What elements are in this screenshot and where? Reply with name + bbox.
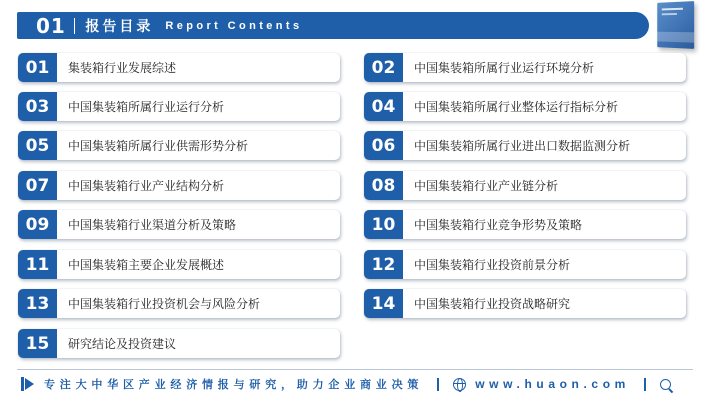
toc-item-number: 14 <box>364 289 403 318</box>
toc-item[interactable] <box>364 289 686 318</box>
toc-item[interactable] <box>364 210 686 239</box>
toc-item[interactable] <box>18 131 340 160</box>
globe-icon <box>453 378 466 391</box>
toc-item[interactable] <box>18 210 340 239</box>
toc-item-number: 10 <box>364 210 403 239</box>
toc-item-label: 研究结论及投资建议 <box>68 337 177 351</box>
toc-item-number: 15 <box>18 329 57 358</box>
toc-item[interactable] <box>18 53 340 82</box>
toc-item-label: 中国集装箱所属行业供需形势分析 <box>68 139 249 153</box>
toc-item-number: 07 <box>18 171 57 200</box>
toc-item-label: 中国集装箱行业投资机会与风险分析 <box>68 297 261 311</box>
toc-item-number: 09 <box>18 210 57 239</box>
footer-separator <box>437 378 439 391</box>
toc-item[interactable] <box>18 250 340 279</box>
toc-item[interactable] <box>364 250 686 279</box>
website-link[interactable]: www.huaon.com <box>475 377 630 391</box>
toc-item-label: 中国集装箱所属行业进出口数据监测分析 <box>414 139 631 153</box>
toc-item[interactable] <box>364 131 686 160</box>
toc-item-label: 中国集装箱主要企业发展概述 <box>68 258 225 272</box>
report-cover-icon <box>657 1 694 49</box>
footer-separator <box>644 378 646 391</box>
toc-item[interactable] <box>364 171 686 200</box>
toc-item[interactable] <box>364 92 686 121</box>
toc-item[interactable] <box>364 53 686 82</box>
search-icon[interactable] <box>660 379 671 390</box>
section-title: 报告目录 <box>85 18 154 35</box>
toc-item-number: 02 <box>364 53 403 82</box>
toc-item-number: 11 <box>18 250 57 279</box>
toc-item-number: 03 <box>18 92 57 121</box>
toc-item-number: 01 <box>18 53 57 82</box>
toc-item-label: 中国集装箱行业渠道分析及策略 <box>68 218 237 232</box>
section-subtitle: Report Contents <box>165 19 303 32</box>
toc-item-label: 中国集装箱所属行业运行分析 <box>68 100 225 114</box>
header-divider <box>74 18 76 34</box>
toc-item-number: 13 <box>18 289 57 318</box>
toc-item[interactable] <box>18 329 340 358</box>
toc-item[interactable] <box>18 171 340 200</box>
toc-item-label: 中国集装箱行业投资战略研究 <box>414 297 571 311</box>
toc-item[interactable] <box>18 92 340 121</box>
footer-divider <box>17 369 693 370</box>
toc-item-label: 中国集装箱行业产业结构分析 <box>68 179 225 193</box>
toc-item-label: 集装箱行业发展综述 <box>68 61 177 75</box>
footer <box>20 374 696 394</box>
toc-item[interactable] <box>18 289 340 318</box>
toc-item-label: 中国集装箱所属行业运行环境分析 <box>414 61 595 75</box>
toc-item-number: 12 <box>364 250 403 279</box>
section-header <box>17 12 649 39</box>
section-number: 01 <box>36 13 66 38</box>
toc-item-label: 中国集装箱行业竞争形势及策略 <box>414 218 583 232</box>
toc-item-label: 中国集装箱行业产业链分析 <box>414 179 559 193</box>
flag-icon <box>20 377 34 391</box>
toc-item-number: 08 <box>364 171 403 200</box>
toc-item-label: 中国集装箱行业投资前景分析 <box>414 258 571 272</box>
toc-item-label: 中国集装箱所属行业整体运行指标分析 <box>414 100 619 114</box>
toc-item-number: 05 <box>18 131 57 160</box>
toc-item-number: 06 <box>364 131 403 160</box>
toc-item-number: 04 <box>364 92 403 121</box>
footer-slogan: 专注大中华区产业经济情报与研究，助力企业商业决策 <box>44 378 424 391</box>
